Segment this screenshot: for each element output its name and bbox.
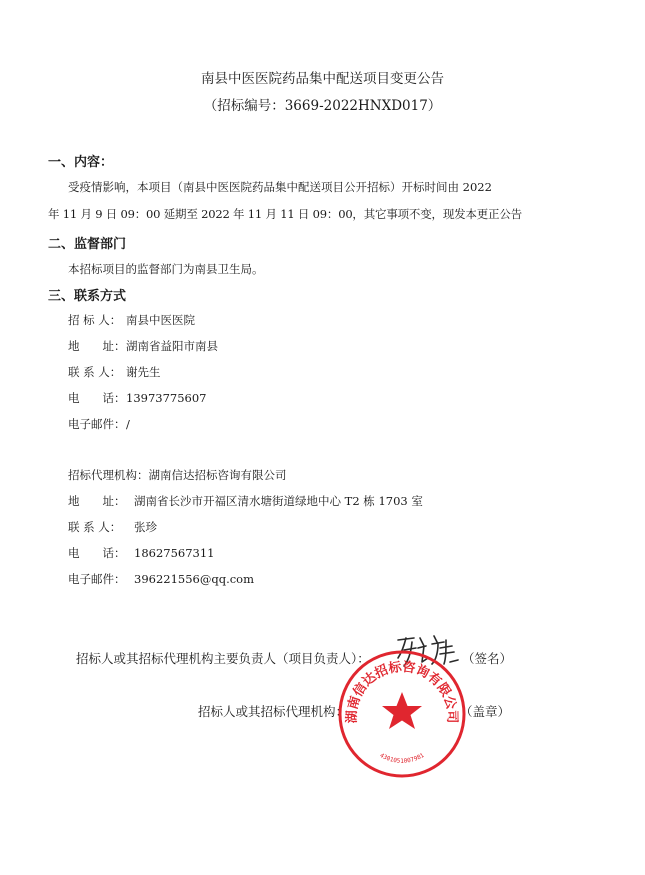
tenderer-address-row bbox=[68, 338, 218, 354]
field-value: 湖南信达招标咨询有限公司 bbox=[148, 468, 287, 482]
field-value: 13973775607 bbox=[126, 391, 207, 405]
section-2-heading: 二、监督部门 bbox=[48, 237, 127, 252]
field-value: 湖南省益阳市南县 bbox=[126, 339, 218, 353]
doc-code: （招标编号：3669-2022HNXD017） bbox=[203, 98, 442, 114]
agency-phone-row bbox=[68, 545, 214, 561]
field-label: 招 标 人： bbox=[68, 313, 122, 327]
star-icon bbox=[382, 692, 422, 729]
field-value: 谢先生 bbox=[126, 365, 161, 379]
doc-title: 南县中医医院药品集中配送项目变更公告 bbox=[201, 71, 444, 87]
tenderer-phone-row bbox=[68, 390, 206, 406]
field-label: 电子邮件： bbox=[68, 572, 126, 586]
tenderer-contact-row bbox=[68, 364, 161, 380]
field-value: / bbox=[126, 417, 130, 431]
section-1-line-1: 受疫情影响，本项目（南县中医医院药品集中配送项目公开招标）开标时间由 2022 bbox=[68, 180, 492, 194]
signature-suffix: （签名） bbox=[462, 651, 513, 666]
signature-line-1 bbox=[76, 649, 370, 667]
field-label: 地 址： bbox=[68, 494, 126, 508]
section-3-heading: 三、联系方式 bbox=[48, 289, 127, 304]
agency-address-row bbox=[68, 493, 423, 509]
field-label: 电 话： bbox=[68, 391, 126, 405]
signature-line-2: 招标人或其招标代理机构： bbox=[198, 704, 349, 719]
field-label: 联 系 人： bbox=[68, 520, 122, 534]
field-value: 湖南省长沙市开福区清水塘街道绿地中心 T2 栋 1703 室 bbox=[134, 494, 423, 508]
signature-line-1-text: 招标人或其招标代理机构主要负责人（项目负责人）： bbox=[76, 651, 370, 666]
section-2-line: 本招标项目的监督部门为南县卫生局。 bbox=[68, 262, 264, 276]
field-value: 南县中医医院 bbox=[126, 313, 195, 327]
tenderer-email-row bbox=[68, 416, 130, 432]
field-value: 张珍 bbox=[134, 520, 157, 534]
section-1-heading: 一、内容： bbox=[48, 155, 114, 170]
field-value: 18627567311 bbox=[134, 546, 215, 560]
agency-row bbox=[68, 467, 287, 483]
agency-contact-row bbox=[68, 519, 157, 535]
field-label: 电子邮件： bbox=[68, 417, 126, 431]
field-label: 招标代理机构： bbox=[68, 468, 149, 482]
field-label: 电 话： bbox=[68, 546, 126, 560]
field-value: 396221556@qq.com bbox=[134, 572, 254, 586]
field-label: 联 系 人： bbox=[68, 365, 122, 379]
seal-text: 湖南信达招标咨询有限公司 bbox=[344, 659, 460, 724]
field-label: 地 址： bbox=[68, 339, 126, 353]
section-1-line-2: 年 11 月 9 日 09：00 延期至 2022 年 11 月 11 日 09：00，其它事项不变，现发本更正公告 bbox=[48, 207, 522, 221]
company-seal bbox=[336, 648, 468, 780]
tenderer-row bbox=[68, 312, 195, 328]
seal-suffix: （盖章） bbox=[460, 704, 511, 719]
agency-email-row bbox=[68, 571, 254, 587]
seal-number: 4301051007981 bbox=[378, 751, 426, 765]
